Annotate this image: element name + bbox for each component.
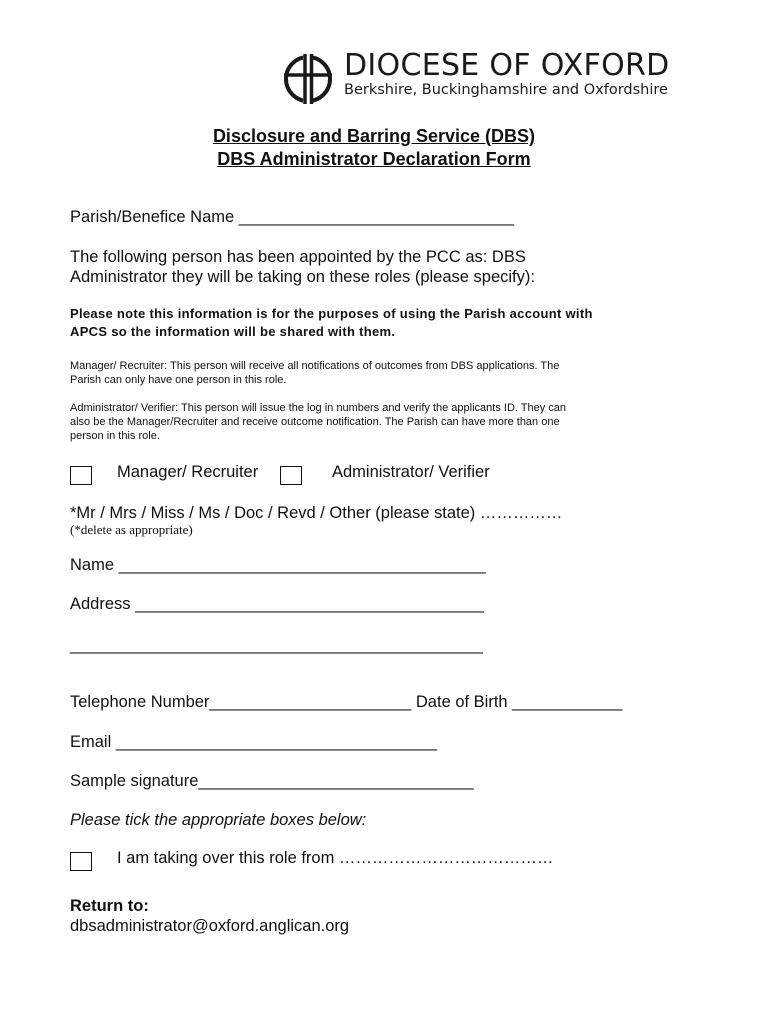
manager-desc-line1: Manager/ Recruiter: This person will receive all notifications of outcomes from DBS applications. The bbox=[70, 360, 560, 372]
telephone-dob-field[interactable]: Telephone Number______________________ Date of Birth ____________ bbox=[70, 693, 623, 711]
admin-desc-line2: also be the Manager/Recruiter and receive outcome notification. The Parish can have more than one bbox=[70, 416, 560, 428]
manager-recruiter-checkbox[interactable] bbox=[70, 466, 92, 485]
parish-benefice-field[interactable]: Parish/Benefice Name ______________________________ bbox=[70, 208, 515, 226]
name-field[interactable]: Name ________________________________________ bbox=[70, 556, 486, 574]
note-line2: APCS so the information will be shared with them. bbox=[70, 324, 396, 339]
admin-desc-line3: person in this role. bbox=[70, 430, 160, 442]
delete-note: (*delete as appropriate) bbox=[70, 522, 193, 537]
org-name: DIOCESE OF OXFORD bbox=[344, 48, 670, 83]
manager-recruiter-label: Manager/ Recruiter bbox=[117, 463, 259, 481]
return-to-label: Return to: bbox=[70, 897, 149, 915]
form-title-line2: DBS Administrator Declaration Form bbox=[217, 149, 531, 169]
administrator-verifier-label: Administrator/ Verifier bbox=[332, 463, 490, 481]
diocese-cross-logo-icon bbox=[282, 50, 338, 106]
title-field[interactable]: *Mr / Mrs / Miss / Ms / Doc / Revd / Other (please state) …………… bbox=[70, 504, 563, 522]
manager-desc-line2: Parish can only have one person in this role. bbox=[70, 374, 287, 386]
takeover-label[interactable]: I am taking over this role from ………………………………… bbox=[117, 849, 554, 867]
administrator-verifier-checkbox[interactable] bbox=[280, 466, 302, 485]
return-email: dbsadministrator@oxford.anglican.org bbox=[70, 917, 350, 935]
takeover-checkbox[interactable] bbox=[70, 852, 92, 871]
address-field[interactable]: Address ______________________________________ bbox=[70, 595, 484, 613]
signature-field[interactable]: Sample signature______________________________ bbox=[70, 772, 474, 790]
admin-desc-line1: Administrator/ Verifier: This person will issue the log in numbers and verify the applicants ID. They can bbox=[70, 402, 567, 414]
intro-line2: Administrator they will be taking on these roles (please specify): bbox=[70, 268, 535, 286]
tick-instruction: Please tick the appropriate boxes below: bbox=[70, 811, 367, 829]
address-field-line2[interactable]: _____________________________________________ bbox=[70, 636, 483, 654]
email-field[interactable]: Email ___________________________________ bbox=[70, 733, 438, 751]
intro-line1: The following person has been appointed by the PCC as: DBS bbox=[70, 248, 526, 266]
note-line1: Please note this information is for the purposes of using the Parish account with bbox=[70, 306, 593, 321]
form-title-line1: Disclosure and Barring Service (DBS) bbox=[212, 126, 536, 146]
org-subtitle: Berkshire, Buckinghamshire and Oxfordshire bbox=[344, 82, 668, 98]
